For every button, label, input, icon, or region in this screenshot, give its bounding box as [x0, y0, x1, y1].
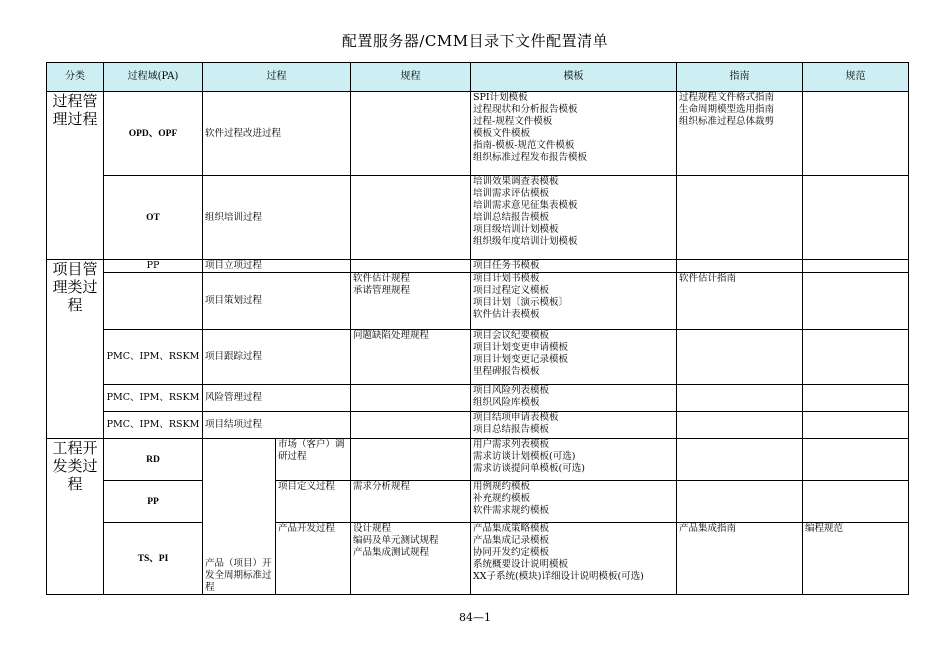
guide-cell [677, 385, 803, 412]
list-item: 过程现状和分析报告模板 [473, 104, 578, 115]
table-row [47, 439, 909, 481]
template-cell [471, 273, 677, 330]
list-item: 需求分析规程 [353, 481, 411, 492]
category-cell: 项目管理类过程 [47, 260, 104, 439]
pa-cell: PMC、IPM、RSKM [104, 385, 203, 412]
norm-cell [803, 330, 909, 385]
list-item: 用例规约模板 [473, 481, 531, 492]
list-item: 项目计划〔演示模板〕 [473, 297, 569, 308]
table-row [47, 385, 909, 412]
header-norm: 规范 [803, 63, 909, 92]
pa-cell: OPD、OPF [104, 92, 203, 176]
table-row [47, 273, 909, 330]
template-cell [471, 260, 677, 273]
list-item: 产品集成记录模板 [473, 535, 550, 546]
header-process: 过程 [203, 63, 351, 92]
list-item: 里程碑报告模板 [473, 366, 540, 377]
list-item: 需求访谈计划模板(可选) [473, 451, 576, 462]
pa-cell: PMC、IPM、RSKM [104, 412, 203, 439]
config-table [46, 62, 909, 595]
norm-cell [803, 481, 909, 523]
norm-cell [803, 273, 909, 330]
pa-cell: OT [104, 176, 203, 260]
category-cell: 过程管理过程 [47, 92, 104, 260]
list-item: SPI计划模板 [473, 92, 528, 103]
pa-cell: TS、PI [104, 523, 203, 595]
norm-cell [803, 92, 909, 176]
header-row [47, 63, 909, 92]
table-row [47, 412, 909, 439]
list-item: 过程-规程文件模板 [473, 116, 553, 127]
process-cell: 项目跟踪过程 [203, 330, 351, 385]
guide-cell [677, 523, 803, 595]
procedure-cell [351, 260, 471, 273]
list-item: 协同开发约定模板 [473, 547, 550, 558]
norm-cell [803, 176, 909, 260]
list-item: 设计规程 [353, 523, 392, 534]
procedure-cell [351, 92, 471, 176]
guide-cell [677, 481, 803, 523]
procedure-cell [351, 412, 471, 439]
category-cell: 工程开发类过程 [47, 439, 104, 595]
list-item: 补充规约模板 [473, 493, 531, 504]
template-cell [471, 412, 677, 439]
list-item: 组织标准过程总体裁剪 [679, 116, 775, 127]
list-item: 组织风险库模板 [473, 397, 540, 408]
guide-cell [677, 176, 803, 260]
list-item: 系统概要设计说明模板 [473, 559, 569, 570]
list-item: 产品集成测试规程 [353, 547, 430, 558]
header-pa: 过程域(PA) [104, 63, 203, 92]
list-item: 需求访谈提问单模板(可选) [473, 463, 585, 474]
norm-cell [803, 523, 909, 595]
pa-cell: PP [104, 481, 203, 523]
list-item: 软件估计规程 [353, 273, 411, 284]
list-item: 模板文件模板 [473, 128, 531, 139]
guide-cell [677, 330, 803, 385]
template-cell [471, 176, 677, 260]
list-item: 生命周期模型选用指南 [679, 104, 775, 115]
list-item: 项目级培训计划模板 [473, 224, 559, 235]
list-item: 项目结项申请表模板 [473, 412, 559, 423]
list-item: 项目总结报告模板 [473, 424, 550, 435]
procedure-cell [351, 330, 471, 385]
procedure-cell [351, 523, 471, 595]
header-category: 分类 [47, 63, 104, 92]
table-row [47, 481, 909, 523]
table-row [47, 260, 909, 273]
procedure-cell [351, 273, 471, 330]
process-cell: 软件过程改进过程 [203, 92, 351, 176]
header-template: 模板 [471, 63, 677, 92]
list-item: 问题缺陷处理规程 [353, 330, 430, 341]
process-cell: 项目立项过程 [203, 260, 351, 273]
list-item: 产品集成策略模板 [473, 523, 550, 534]
process-cell: 组织培训过程 [203, 176, 351, 260]
list-item: 项目计划变更记录模板 [473, 354, 569, 365]
procedure-cell [351, 481, 471, 523]
list-item: 组织级年度培训计划模板 [473, 236, 578, 247]
list-item: 项目计划书模板 [473, 273, 540, 284]
template-cell [471, 330, 677, 385]
list-item: 培训效果调查表模板 [473, 176, 559, 187]
list-item: 项目过程定义模板 [473, 285, 550, 296]
pa-cell: PP [104, 260, 203, 273]
table-row [47, 523, 909, 595]
list-item: 培训总结报告模板 [473, 212, 550, 223]
pa-cell: PMC、IPM、RSKM [104, 330, 203, 385]
norm-cell [803, 439, 909, 481]
list-item: 软件估计指南 [679, 273, 737, 284]
template-cell [471, 481, 677, 523]
pa-cell: RD [104, 439, 203, 481]
pa-cell [104, 273, 203, 330]
guide-cell [677, 412, 803, 439]
guide-cell [677, 92, 803, 176]
norm-cell [803, 412, 909, 439]
list-item: 项目任务书模板 [473, 260, 540, 271]
list-item: 过程规程文件格式指南 [679, 92, 775, 103]
procedure-cell [351, 385, 471, 412]
list-item: 培训需求意见征集表模板 [473, 200, 578, 211]
guide-cell [677, 260, 803, 273]
procedure-cell [351, 439, 471, 481]
guide-cell [677, 273, 803, 330]
subprocess-cell: 项目定义过程 [276, 481, 351, 523]
procedure-cell [351, 176, 471, 260]
template-cell [471, 92, 677, 176]
list-item: 培训需求评估模板 [473, 188, 550, 199]
list-item: 产品集成指南 [679, 523, 737, 534]
list-item: 软件估计表模板 [473, 309, 540, 320]
table-row [47, 92, 909, 176]
guide-cell [677, 439, 803, 481]
norm-cell [803, 385, 909, 412]
process-main-cell: 产品（项目）开发全周期标准过程 [203, 439, 276, 595]
list-item: 编码及单元测试规程 [353, 535, 439, 546]
list-item: 组织标准过程发布报告模板 [473, 152, 588, 163]
list-item: 用户需求列表模板 [473, 439, 550, 450]
norm-cell [803, 260, 909, 273]
list-item: 指南-模板-规范文件模板 [473, 140, 575, 151]
list-item: 编程规范 [805, 523, 844, 534]
list-item: 项目风险列表模板 [473, 385, 550, 396]
list-item: 项目会议纪要模板 [473, 330, 550, 341]
page-number: 84—1 [459, 611, 491, 624]
subprocess-cell: 市场（客户）调研过程 [276, 439, 351, 481]
process-cell: 风险管理过程 [203, 385, 351, 412]
process-cell: 项目策划过程 [203, 273, 351, 330]
header-guide: 指南 [677, 63, 803, 92]
header-procedure: 规程 [351, 63, 471, 92]
template-cell [471, 385, 677, 412]
table-row [47, 330, 909, 385]
template-cell [471, 439, 677, 481]
list-item: 项目计划变更申请模板 [473, 342, 569, 353]
page-title: 配置服务器/CMM目录下文件配置清单 [341, 32, 609, 50]
list-item: XX子系统(模块)详细设计说明模板(可选) [473, 571, 644, 582]
list-item: 软件需求规约模板 [473, 505, 550, 516]
process-cell: 项目结项过程 [203, 412, 351, 439]
template-cell [471, 523, 677, 595]
subprocess-cell: 产品开发过程 [276, 523, 351, 595]
table-row [47, 176, 909, 260]
list-item: 承诺管理规程 [353, 285, 411, 296]
